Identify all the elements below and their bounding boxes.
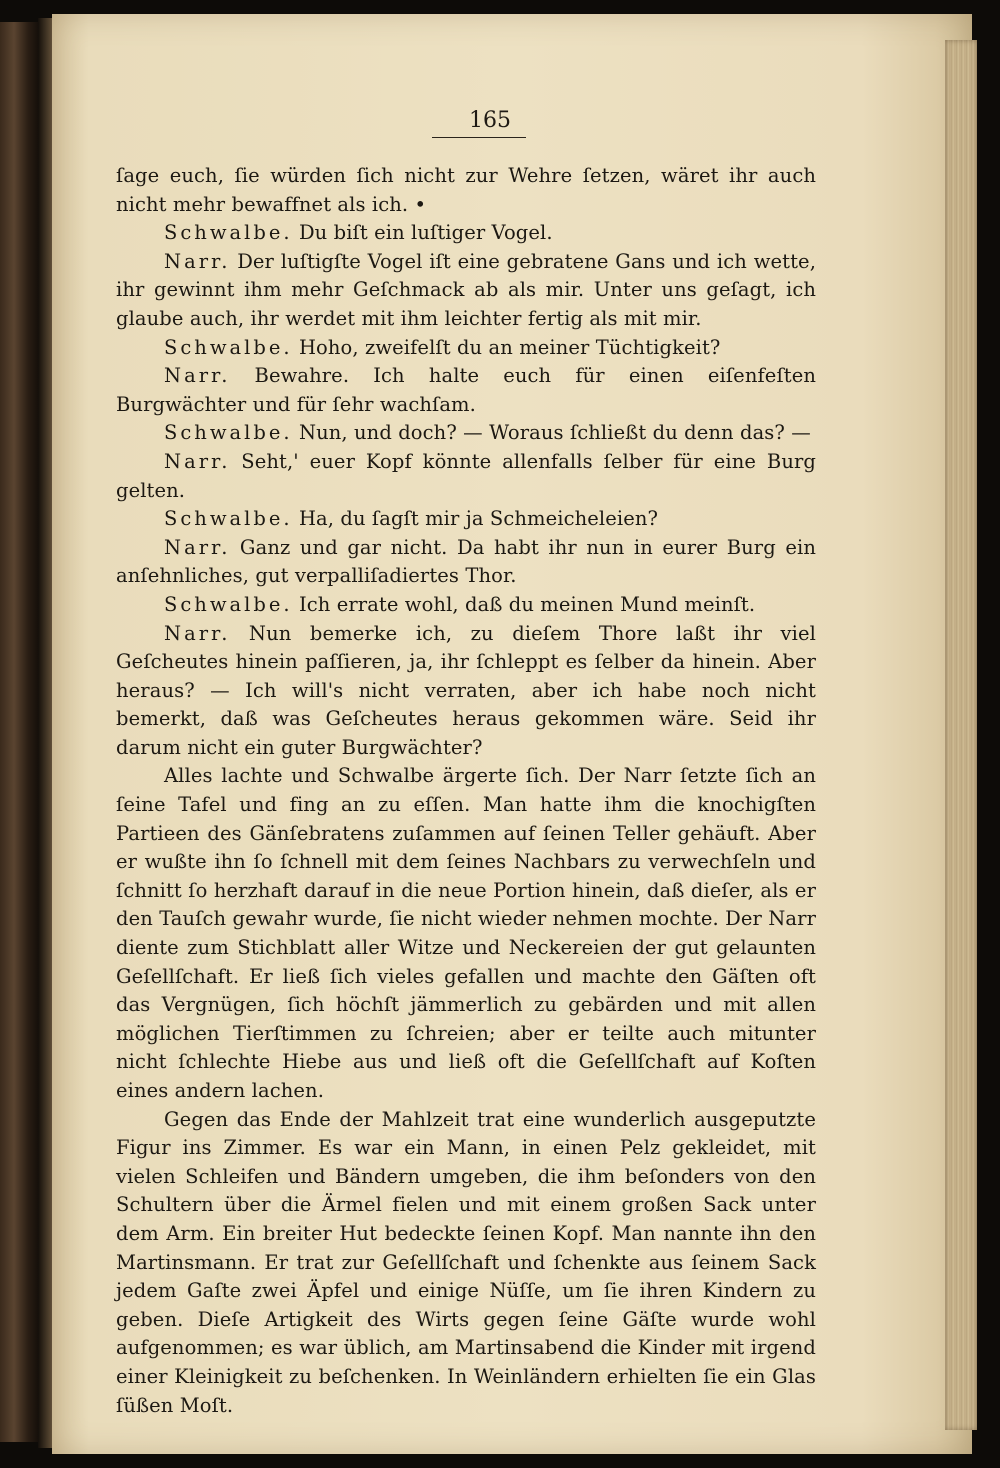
header-rule [432, 137, 526, 138]
dialogue-line [116, 248, 816, 334]
speaker-name: Narr. [164, 621, 231, 645]
dialogue-line [116, 448, 816, 505]
left-page-edge [0, 22, 40, 1442]
dialogue-line [116, 219, 816, 248]
page-stack-edge [945, 40, 977, 1430]
dialogue-text: Ha, du ſagſt mir ja Schmeicheleien? [298, 507, 659, 531]
dialogue-line [116, 505, 816, 534]
body-text [116, 162, 816, 1420]
dialogue-text: Seht,' euer Kopf könnte allenfalls ſelber für eine Burg gelten. [116, 449, 816, 502]
paragraph-text: Alles lachte und Schwalbe ärgerte ſich. Der Narr ſetzte ſich an ſeine Tafel und fing an zu eſſen. Man hatte ihm die knochigſten Partieen des Gänſebratens zuſammen auf ſeinen Teller gehäuft. Aber er wußte ihn ſo ſchnell mit dem ſeines Nachbars zu verwechſeln und ſchnitt ſo herzhaft darauf in die neue Portion hinein, daß dieſer, als er den Tauſch gewahr wurde, ſie nicht wieder nehmen mochte. Der Narr diente zum Stichblatt aller Witze und Neckereien der gut gelaunten Geſellſchaft. Er ließ ſich vieles gefallen und machte den Gäſten oft das Vergnügen, ſich höchſt jämmerlich zu gebärden und mit allen möglichen Tierſtimmen zu ſchreien; aber er teilte auch mitunter nicht ſchlechte Hiebe aus und ließ oft die Geſellſchaft auf Koſten eines andern lachen. [116, 764, 816, 1102]
dialogue-text: Ich errate wohl, daß du meinen Mund meinſt. [298, 592, 756, 616]
dialogue-text: Bewahre. Ich halte euch für einen eiſenfeſten Burgwächter und für ſehr wachſam. [116, 364, 816, 416]
speaker-name: Schwalbe. [164, 507, 293, 531]
speaker-name: Schwalbe. [164, 335, 293, 359]
speaker-name: Narr. [164, 364, 231, 388]
dialogue-text: Nun, und doch? — Woraus ſchließt du denn das? — [298, 421, 811, 445]
dialogue-line [116, 334, 816, 363]
dialogue-line [116, 362, 816, 419]
speaker-name: Narr. [164, 449, 231, 473]
speaker-name: Schwalbe. [164, 592, 293, 616]
dialogue-line [116, 419, 816, 448]
speaker-name: Schwalbe. [164, 221, 293, 245]
narrative-paragraph [116, 762, 816, 1105]
dialogue-text: Der luſtigſte Vogel iſt eine gebratene Gans und ich wette, ihr gewinnt ihm mehr Geſchmack ab als mir. Unter uns geſagt, ich glaube auch, ihr werdet mit ihm leichter fertig als mit mir. [116, 249, 816, 330]
dialogue-text: Nun bemerke ich, zu dieſem Thore laßt ihr viel Geſcheutes hinein paſſieren, ja, ihr ſchleppt es ſelber da hinein. Aber heraus? — Ich will's nicht verraten, aber ich habe noch nicht bemerkt, daß was Geſcheutes heraus gekommen wäre. Seid ihr darum nicht ein guter Burgwächter? [116, 621, 816, 759]
dialogue-text: Hoho, zweifelſt du an meiner Tüchtigkeit? [298, 335, 721, 359]
speaker-name: Narr. [164, 249, 231, 273]
speaker-name: Schwalbe. [164, 421, 293, 445]
speaker-name: Narr. [164, 535, 231, 559]
dialogue-text: Ganz und gar nicht. Da habt ihr nun in eurer Burg ein anſehnliches, gut verpalliſadiertes Thor. [116, 535, 816, 588]
dialogue-line [116, 620, 816, 763]
paragraph-text: Gegen das Ende der Mahlzeit trat eine wunderlich ausgeputzte Figur ins Zimmer. Es war ein Mann, in einen Pelz gekleidet, mit vielen Schleifen und Bändern umgeben, die ihm beſonders von den Schultern über die Ärmel fielen und mit einem großen Sack unter dem Arm. Ein breiter Hut bedeckte ſeinen Kopf. Man nannte ihn den Martinsmann. Er trat zur Geſellſchaft und ſchenkte aus ſeinem Sack jedem Gaſte zwei Äpfel und einige Nüſſe, um ſie ihren Kindern zu geben. Dieſe Artigkeit des Wirts gegen ſeine Gäſte wurde wohl aufgenommen; es war üblich, am Martinsabend die Kinder mit irgend einer Kleinigkeit zu beſchenken. In Weinländern erhielten ſie ein Glas ſüßen Moſt. [116, 1107, 816, 1417]
paragraph-text: ſage euch, ſie würden ſich nicht zur Wehre ſetzen, wäret ihr auch nicht mehr bewaffnet als ich. • [116, 164, 816, 216]
paragraph-continuation [116, 162, 816, 219]
narrative-paragraph [116, 1106, 816, 1421]
dialogue-line [116, 534, 816, 591]
page-number: 165 [469, 108, 511, 133]
dialogue-text: Du biſt ein luſtiger Vogel. [298, 221, 553, 245]
dialogue-line [116, 591, 816, 620]
